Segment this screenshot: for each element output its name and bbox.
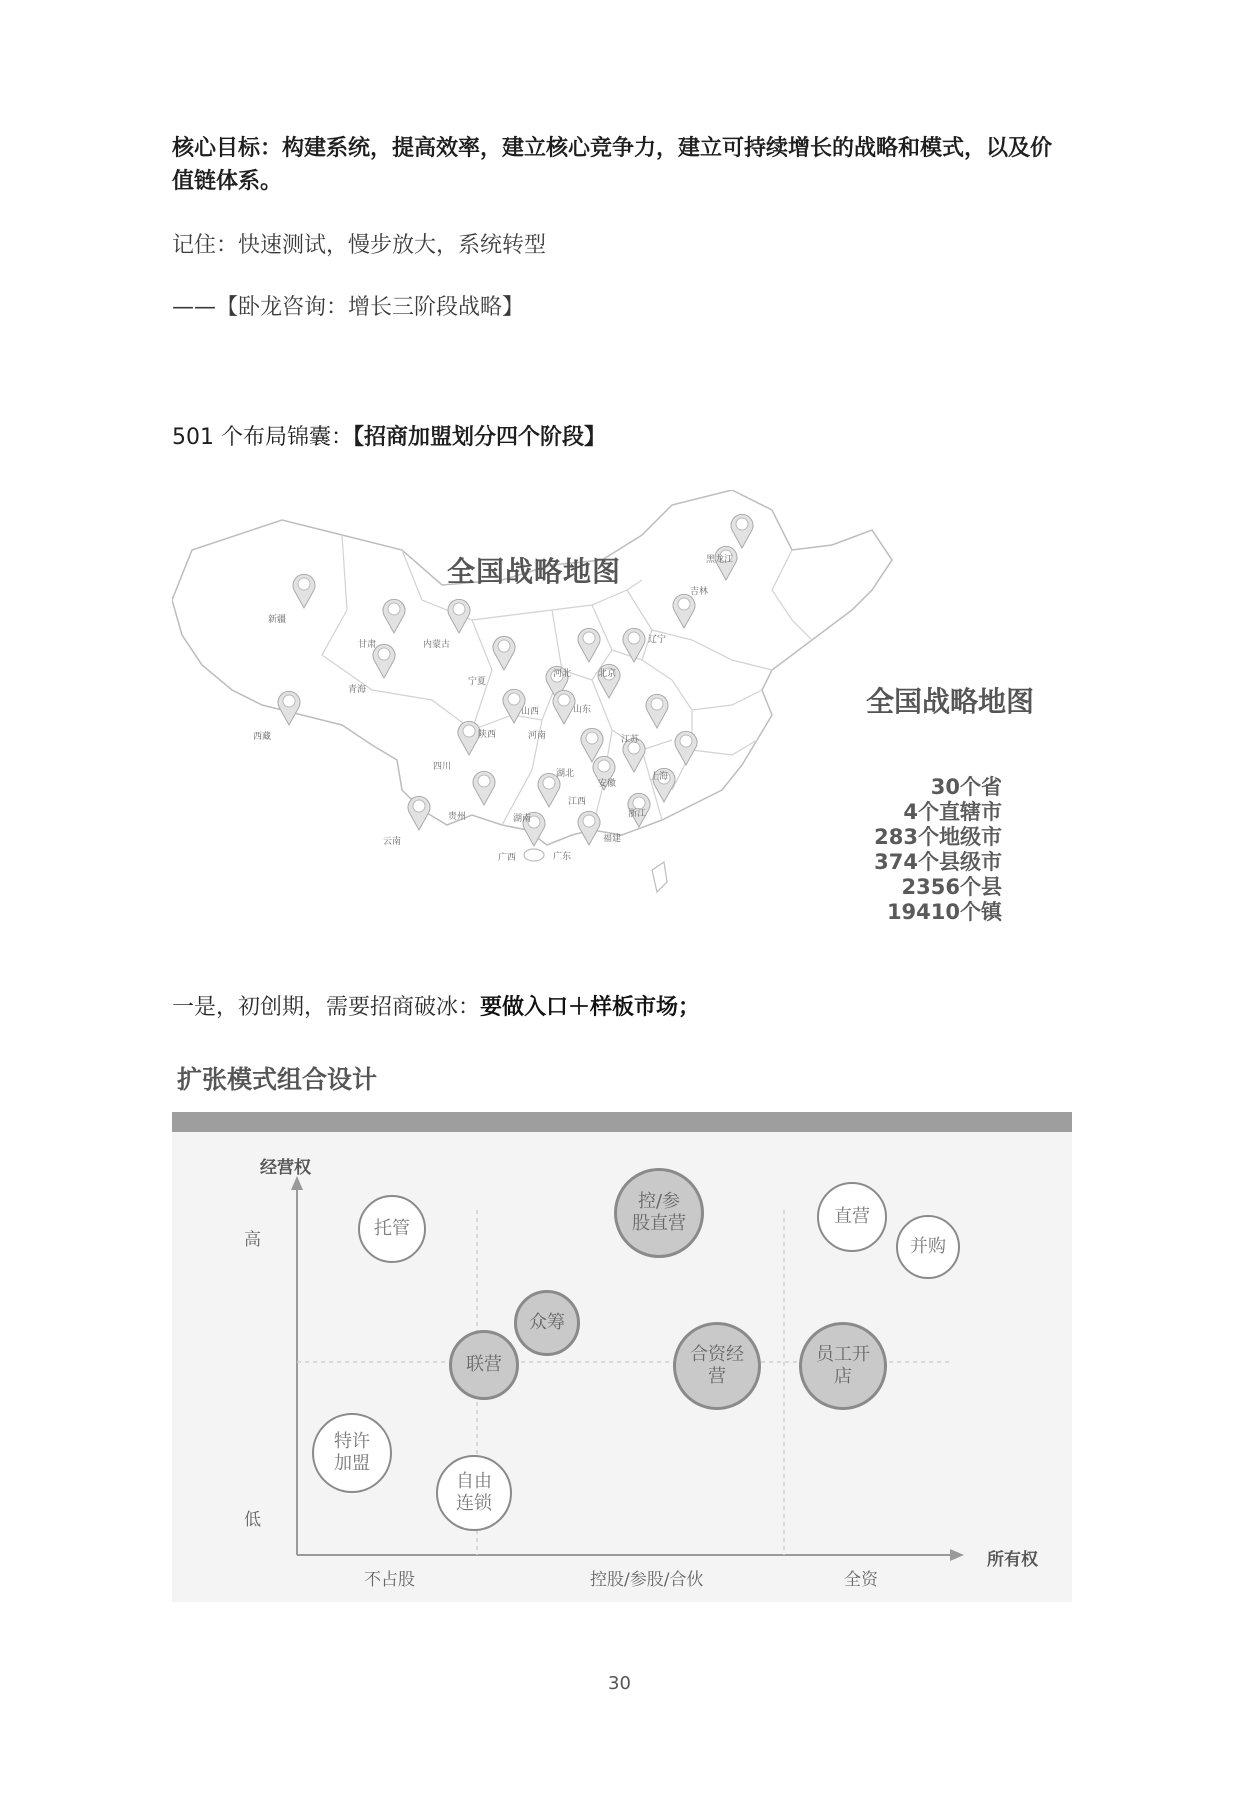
province-label: 贵州 [448,812,467,822]
map-pin-icon [383,599,405,633]
province-label: 北京 [598,669,617,679]
page-number: 30 [608,1673,631,1694]
y-axis-high: 高 [244,1230,261,1250]
province-label: 江苏 [621,735,640,745]
province-label: 广东 [553,852,572,862]
y-axis-title: 经营权 [260,1158,311,1178]
province-label: 新疆 [268,615,287,625]
province-label: 云南 [383,837,402,847]
kit-prefix: 501 个布局锦囊： [172,425,353,450]
remember-line: 记住：快速测试，慢步放大，系统转型 [172,233,547,258]
province-label: 湖南 [513,814,532,824]
x-tick-full-ownership: 全资 [844,1570,878,1590]
province-label: 山西 [521,707,540,717]
province-label: 甘肃 [358,640,377,650]
map-pin-icon [293,574,315,608]
chart-axes [172,1050,1072,1610]
province-label: 浙江 [628,809,647,819]
province-label: 广西 [498,853,517,863]
map-pins [172,490,1072,960]
map-pin-icon [731,514,753,548]
bubble-trusteeship: 托管 [358,1195,426,1263]
province-label: 青海 [348,685,367,695]
map-title: 全国战略地图 [447,555,622,588]
stat-county-cities: 374个县级市 [874,850,1002,874]
stat-counties: 2356个县 [901,875,1002,899]
bubble-direct: 直营 [817,1182,887,1252]
bubble-joint-operation: 联营 [449,1330,519,1400]
province-label: 安徽 [598,779,617,789]
bubble-crowdfunding: 众筹 [514,1290,580,1356]
map-pin-icon [408,796,430,830]
province-label: 江西 [568,797,587,807]
stat-towns: 19410个镇 [886,900,1002,924]
kit-heading [172,420,606,451]
map-pin-icon [646,694,668,728]
map-pin-icon [448,599,470,633]
x-tick-no-equity: 不占股 [364,1570,415,1590]
bubble-voluntary-chain: 自由连锁 [436,1455,512,1531]
province-label: 辽宁 [648,635,667,645]
province-label: 吉林 [690,587,709,597]
map-pin-icon [373,644,395,678]
stage-highlight: 要做入口＋样板市场； [480,995,701,1020]
map-pin-icon [623,628,645,662]
bubble-acquisition: 并购 [896,1215,960,1279]
stat-provinces: 30个省 [930,775,1002,799]
bubble-franchise: 特许加盟 [312,1413,392,1493]
map-pin-icon [673,594,695,628]
bubble-employee-store: 员工开店 [799,1322,887,1410]
province-label: 湖北 [556,769,575,779]
strategic-map [172,490,1072,960]
source-line: ——【卧龙咨询：增长三阶段战略】 [172,295,525,320]
province-label: 四川 [433,762,452,772]
x-axis-title: 所有权 [987,1550,1038,1570]
map-pin-icon [553,690,575,724]
province-label: 上海 [650,772,669,782]
province-label: 西藏 [253,732,272,742]
bubble-joint-venture: 合资经营 [673,1322,761,1410]
stat-prefecture-cities: 283个地级市 [874,825,1002,849]
stat-municipalities: 4个直辖市 [903,800,1002,824]
map-pin-icon [278,691,300,725]
map-side-title: 全国战略地图 [866,685,1035,718]
chart-title: 扩张模式组合设计 [177,1065,378,1094]
province-label: 山东 [573,705,592,715]
province-label: 福建 [603,834,622,844]
map-pin-icon [675,731,697,765]
core-goal-paragraph: 核心目标：构建系统，提高效率，建立核心竞争力，建立可持续增长的战略和模式，以及价值链体系。 [172,136,1053,194]
province-label: 宁夏 [468,677,487,687]
y-axis-low: 低 [244,1510,261,1530]
province-label: 河北 [553,669,572,679]
map-pin-icon [473,771,495,805]
expansion-mode-chart [172,1050,1072,1610]
province-label: 黑龙江 [706,555,734,565]
kit-title: 【招商加盟划分四个阶段】 [353,425,607,450]
map-pin-icon [493,636,515,670]
province-label: 陕西 [478,730,497,740]
stage-prefix: 一是，初创期，需要招商破冰： [172,995,481,1020]
map-pin-icon [578,628,600,662]
province-label: 河南 [528,731,547,741]
x-axis-arrow [950,1549,964,1561]
bubble-controlled-direct: 控/参股直营 [614,1168,704,1258]
x-tick-partial-equity: 控股/参股/合伙 [590,1570,704,1590]
stage-one-line [172,990,700,1021]
province-label: 内蒙古 [423,640,451,650]
y-axis-arrow [291,1176,303,1190]
map-pin-icon [578,811,600,845]
map-pin-icon [458,721,480,755]
